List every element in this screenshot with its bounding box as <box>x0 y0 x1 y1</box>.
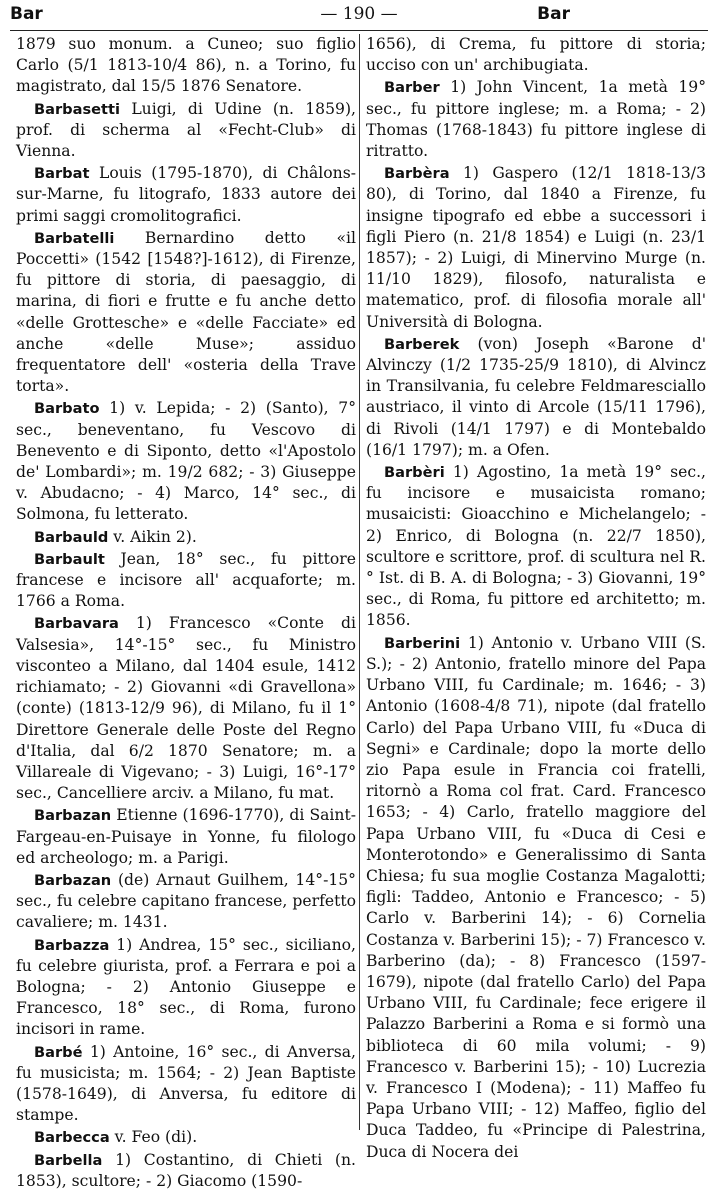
entry-headword: Barbella <box>34 1151 103 1169</box>
dictionary-entry <box>16 228 356 398</box>
entry-text: 1) Antonio v. Urbano VIII (S. S.); - 2) Antonio, fratello minore del Papa Urbano VIII, fu Cardinale; m. 1646; - 3) Antonio (1608-4/8 71), nipote (dal fratello Carlo) del Papa Urbano VIII, fu «Duca di Segni» e Cardinale; dopo la morte dello zio Papa esule in Francia coi fratelli, ritornò a Roma col frat. Card. Francesco 1653; - 4) Carlo, fratello maggiore del Papa Urbano VIII, fu «Duca di Cesi e Monterotondo» e Generalissimo di Santa Chiesa; fu sua moglie Costanza Magalotti; figli: Taddeo, Antonio e Francesco; - 5) Carlo v. Barberini 14); - 6) Cornelia Costanza v. Barberini 15); - 7) Francesco v. Barberino (da); - 8) Francesco (1597-1679), nipote (dal fratello Carlo) del Papa Urbano VIII, fu Cardinale; fece erigere il Palazzo Barberini a Roma e si formò una biblioteca di 60 mila volumi; - 9) Francesco v. Barberini 15); - 10) Lucrezia v. Francesco I (Modena); - 11) Maffeo fu Papa Urbano VIII; - 12) Maffeo, figlio del Duca Taddeo, fu «Principe di Palestrina, Duca di Nocera dei <box>366 633 707 1161</box>
entry-headword: Barbazan <box>34 871 112 889</box>
entry-headword: Barbèri <box>384 464 445 482</box>
entry-headword: Barbasetti <box>34 100 121 118</box>
dictionary-entry <box>16 163 356 227</box>
dictionary-entry <box>16 805 356 869</box>
entry-text: Luigi, di Udine (n. 1859), prof. di scherma al «Fecht-Club» di Vienna. <box>16 99 356 161</box>
entry-headword: Barbault <box>34 550 105 568</box>
entry-text: Etienne (1696-1770), di Saint-Fargeau-en-Puisaye in Yonne, fu filologo ed archeologo; m. a Parigi. <box>16 806 356 867</box>
right-column <box>366 34 706 1164</box>
dictionary-entry <box>16 549 356 613</box>
entry-text: 1) Agostino, 1a metà 19° sec., fu incisore e musaicista romano; musaicisti: Gioacchino e Michelangelo; - 2) Enrico, di Bologna (n. 22/7 1850), scultore e scrittore, prof. di scultura nel R.° Ist. di B. A. di Bologna; - 3) Giovanni, 19° sec., di Roma, fu pittore ed architetto; m. 1856. <box>366 463 706 630</box>
entry-text: 1) v. Lepida; - 2) (Santo), 7° sec., beneventano, fu Vescovo di Benevento e di Siponto, detto «l'Apostolo de' Lombardi»; m. 19/2 682; - 3) Giuseppe v. Abudacno; - 4) Marco, 14° sec., di Solmona, fu letterato. <box>16 399 356 524</box>
dictionary-entry <box>366 334 706 461</box>
entry-text: 1) Andrea, 15° sec., siciliano, fu celebre giurista, prof. a Ferrara e poi a Bologna; - 2) Antonio Giuseppe e Francesco, 18° sec., di Roma, furono incisori in rame. <box>16 935 356 1039</box>
dictionary-entry <box>366 462 706 632</box>
entry-headword: Barbé <box>34 1043 83 1061</box>
entry-text: (von) Joseph «Barone d' Alvinczy (1/2 1735-25/9 1810), di Alvincz in Transilvania, fu celebre Feldmaresciallo austriaco, il vinto di Arcole (15/11 1796), di Rivoli (14/1 1797) e di Montebaldo (16/1 1797); m. a Ofen. <box>366 334 706 459</box>
entry-text: (de) Arnaut Guilhem, 14°-15° sec., fu celebre capitano francese, perfetto cavaliere; m. 1431. <box>16 870 356 932</box>
dictionary-entry <box>366 163 706 333</box>
entry-text: 1) Francesco «Conte di Valsesia», 14°-15° sec., fu Ministro visconteo a Milano, dal 1404 esule, 1412 richiamato; - 2) Giovanni «di Gravellona» (conte) (1813-12/9 96), di Milano, fu il 1° Direttore Generale delle Poste del Regno d'Italia, dal 6/2 1870 Senatore; m. a Villareale di Vigevano; - 3) Luigi, 16°-17° sec., Cancelliere arciv. a Milano, fu mat. <box>16 614 356 803</box>
entry-text: 1) Gaspero (12/1 1818-13/3 80), di Torino, dal 1840 a Firenze, fu insigne tipografo ed ebbe a successori i figli Piero (n. 21/8 1854) e Luigi (n. 23/1 1857); - 2) Luigi, di Minervino Murge (n. 11/10 1829), filosofo, naturalista e matematico, prof. di filosofia morale all' Università di Bologna. <box>366 164 706 331</box>
entry-headword: Barbèra <box>384 165 450 183</box>
entry-headword: Barbat <box>34 165 90 183</box>
entry-headword: Barber <box>384 79 440 97</box>
page-number: — 190 — <box>320 4 398 24</box>
page-header <box>0 0 718 32</box>
dictionary-entry <box>16 398 356 525</box>
dictionary-entry <box>16 613 356 804</box>
entry-text: 1) Antoine, 16° sec., di Anversa, fu musicista; m. 1564; - 2) Jean Baptiste (1578-1649), di Anversa, fu editore di stampe. <box>16 1042 356 1125</box>
dictionary-entry <box>16 99 356 163</box>
dictionary-entry <box>16 527 356 548</box>
left-column <box>16 34 356 1193</box>
header-left-guideword: Bar <box>10 4 43 24</box>
entry-headword: Barbato <box>34 400 100 418</box>
entry-headword: Barbazan <box>34 807 112 825</box>
entry-headword: Barbatelli <box>34 229 115 247</box>
dictionary-entry <box>366 633 706 1163</box>
entry-text: v. Feo (di). <box>114 1128 198 1147</box>
entry-text: 1879 suo monum. a Cuneo; suo figlio Carlo (5/1 1813-10/4 86), n. a Torino, fu magistrato, dal 15/5 1876 Senatore. <box>16 35 356 96</box>
dictionary-entry <box>16 34 356 98</box>
dictionary-entry <box>16 870 356 934</box>
dictionary-entry <box>16 935 356 1041</box>
entry-text: Louis (1795-1870), di Châlons-sur-Marne, fu litografo, 1833 autore dei primi saggi cromolitografici. <box>16 164 356 225</box>
dictionary-entry <box>366 77 706 162</box>
dictionary-entry <box>16 1127 356 1148</box>
entry-text: v. Aikin 2). <box>113 527 197 546</box>
dictionary-entry <box>366 34 706 76</box>
entry-text: 1) Costantino, di Chieti (n. 1853), scultore; - 2) Giacomo (1590- <box>16 1150 356 1190</box>
entry-headword: Barberini <box>384 634 461 652</box>
entry-headword: Barbecca <box>34 1129 110 1147</box>
entry-headword: Barbazza <box>34 936 110 954</box>
header-right-guideword: Bar <box>537 4 570 24</box>
dictionary-entry <box>16 1042 356 1127</box>
entry-text: Jean, 18° sec., fu pittore francese e incisore all' acquaforte; m. 1766 a Roma. <box>16 549 356 611</box>
entry-headword: Barberek <box>384 335 460 353</box>
column-divider <box>359 34 360 1130</box>
entry-text: 1) John Vincent, 1a metà 19° sec., fu pittore inglese; m. a Roma; - 2) Thomas (1768-1843) fu pittore inglese di ritratto. <box>366 78 706 161</box>
entry-text: Bernardino detto «il Poccetti» (1542 [1548?]-1612), di Firenze, fu pittore di storia, di paesaggio, di marina, di fiori e frutte e fu anche detto «delle Grottesche» e «delle Facciate» ed anche «delle Muse»; assiduo frequentatore dell' «osteria della Trave torta». <box>16 228 356 396</box>
header-rule <box>10 30 708 31</box>
entry-text: 1656), di Crema, fu pittore di storia; ucciso con un' archibugiata. <box>366 35 706 75</box>
entry-headword: Barbavara <box>34 615 119 633</box>
dictionary-entry <box>16 1150 356 1192</box>
entry-headword: Barbauld <box>34 528 109 546</box>
